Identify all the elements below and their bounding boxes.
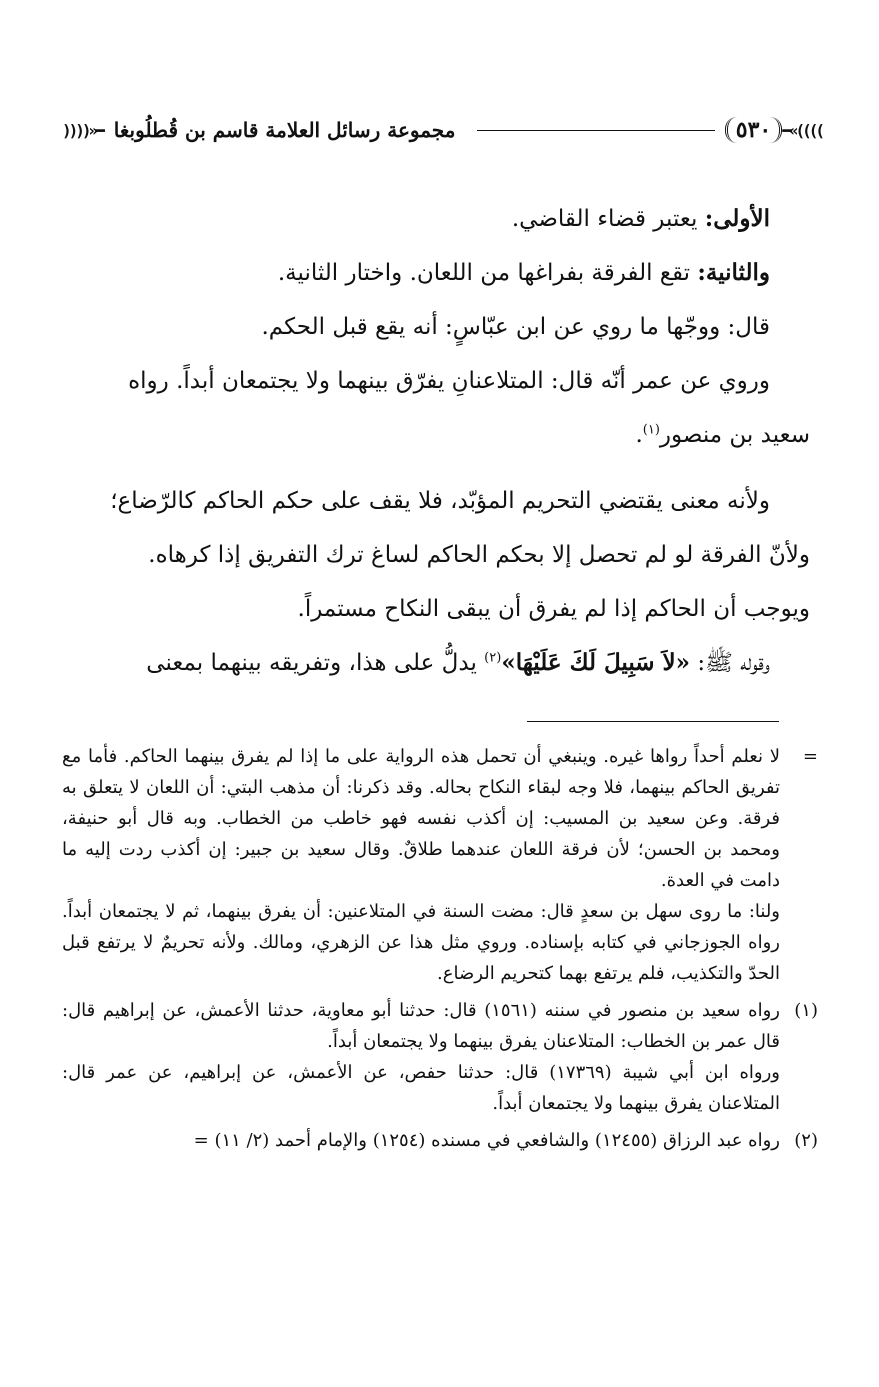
sentence-end: . [635, 422, 643, 448]
label-first: الأولى: [704, 205, 770, 232]
footnote-2 [62, 1125, 818, 1156]
paragraph-umar-line2 [70, 408, 810, 462]
header-ornament-left: ))))»━ [62, 120, 102, 140]
footnote-continued-para-1: لا نعلم أحداً رواها غيره. وينبغي أن تحمل هذه الرواية على ما إذا لم يفرق بينهما الحاكم. فأما مع تفريق الحاكم بينهما، فلا وجه لبقاء النكاح بحاله. وقد ذكرنا: أن مذهب البتي: أن اللعان لا يتعلق به فرقة. وعن سعيد بن المسيب: إن أكذب نفسه فهو خاطب من الخطاب. وبه قال أبو حنيفة، ومحمد بن الحسن؛ لأن فرقة اللعان عندهما طلاقٌ. وقال سعيد بن جبير: إن أكذب ردت إليه ما دامت في العدة. [62, 746, 780, 891]
footnote-ref-2[interactable]: (٢) [484, 650, 502, 666]
footnote-1-para-2: ورواه ابن أبي شيبة (١٧٣٦٩) قال: حدثنا حفص، عن الأعمش، عن إبراهيم، عن عمر قال: المتلاعنان يفرق بينهما ولا يجتمعان أبداً. [62, 1062, 780, 1114]
hadith-continuation: يدلُّ على هذا، وتفريقه بينهما بمعنى [146, 650, 477, 676]
paragraph-qala: قال: ووجّها ما روي عن ابن عبّاسٍ: أنه يقع قبل الحكم. [261, 314, 770, 340]
paragraph-reason-1: ولأنه معنى يقتضي التحريم المؤبّد، فلا يقف على حكم الحاكم كالرّضاع؛ [110, 488, 770, 514]
footnote-1 [62, 995, 818, 1119]
paragraph-umar-line1: وروي عن عمر أنّه قال: المتلاعنانِ يفرّق بينهما ولا يجتمعان أبداً. رواه [128, 368, 770, 394]
paragraph-hadith [70, 636, 810, 690]
paragraph-second [70, 246, 810, 300]
text-first: يعتبر قضاء القاضي. [511, 206, 698, 232]
hadith-quote: «لاَ سَبِيلَ لَكَ عَلَيْهَا» [501, 649, 691, 676]
paragraph-first [70, 192, 810, 246]
footnote-2-marker: (٢) [794, 1130, 818, 1151]
main-text [70, 192, 810, 690]
text-second: تقع الفرقة بفراغها من اللعان. واختار الثانية. [277, 260, 691, 286]
page-number: ٥٣٠ [725, 117, 782, 143]
footnote-continued-para-2: ولنا: ما روى سهل بن سعدٍ قال: مضت السنة في المتلاعنين: أن يفرق بينهما، ثم لا يجتمعان أبداً. رواه الجوزجاني في كتابه بإسناده. وروي مثل هذا عن الزهري، ومالك. ولأنه تحريمٌ لا يرتفع قبل الحدّ والتكذيب، فلم يرتفع بهما كتحريم الرضاع. [62, 901, 780, 984]
footnotes [62, 741, 818, 1156]
footnote-2-text: رواه عبد الرزاق (١٢٤٥٥) والشافعي في مسنده (١٢٥٤) والإمام أحمد (٢/ ١١) = [193, 1130, 780, 1151]
header-ornament-right: ━«(((( [782, 120, 822, 140]
paragraph-reason-2: ولأنّ الفرقة لو لم تحصل إلا بحكم الحاكم لساغ ترك التفريق إذا كرهاه. [148, 542, 810, 568]
footnote-1-marker: (١) [794, 1000, 818, 1021]
footnote-ref-1[interactable]: (١) [642, 422, 660, 438]
paragraph-reason-3: ويوجب أن الحاكم إذا لم يفرق أن يبقى النكاح مستمراً. [297, 596, 810, 622]
header-rule [477, 130, 714, 131]
footnote-continued [62, 741, 818, 989]
running-title: مجموعة رسائل العلامة قاسم بن قُطلُوبغا [113, 118, 456, 142]
running-header [62, 113, 822, 147]
paragraph-gap [70, 462, 810, 474]
continuation-marker: = [802, 746, 818, 767]
source-name: سعيد بن منصور [659, 422, 810, 448]
footnote-separator [527, 721, 779, 722]
hadith-intro: وقوله ﷺ: [697, 650, 770, 676]
footnote-1-para-1: رواه سعيد بن منصور في سننه (١٥٦١) قال: حدثنا أبو معاوية، حدثنا الأعمش، عن إبراهيم قال: قال عمر بن الخطاب: المتلاعنان يفرق بينهما ولا يجتمعان أبداً. [62, 1000, 781, 1052]
label-second: والثانية: [697, 259, 770, 286]
